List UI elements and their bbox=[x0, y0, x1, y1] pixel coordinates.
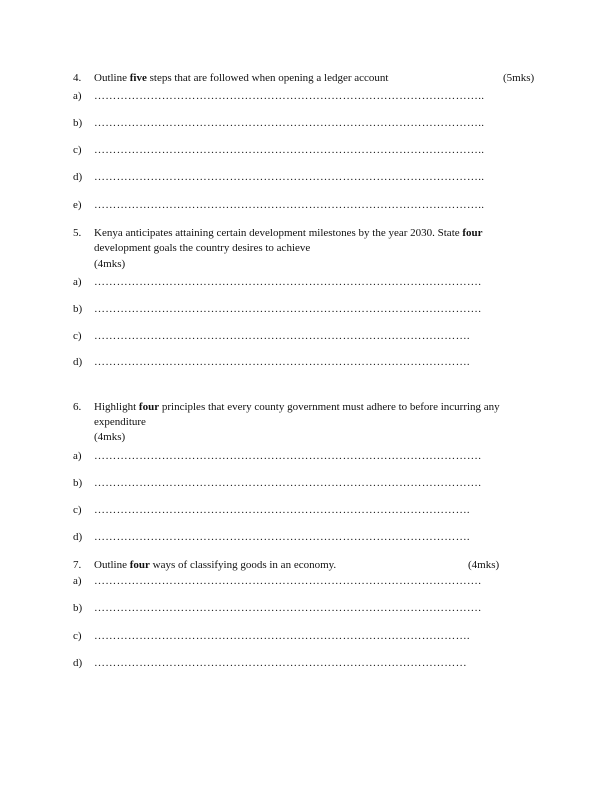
question-text: Outline four ways of classifying goods in an economy. bbox=[94, 559, 337, 571]
question-text-line2: expenditure bbox=[94, 416, 146, 428]
question-text: Highlight four principles that every county government must adhere to before incurring any bbox=[94, 401, 500, 413]
marks-label: (5mks) bbox=[503, 72, 535, 84]
question-text: Kenya anticipates attaining certain development milestones by the year 2030. State four bbox=[94, 227, 483, 239]
question-text-line2: development goals the country desires to achieve bbox=[94, 242, 311, 254]
question-number: 5. bbox=[73, 227, 82, 239]
marks-label: (4mks) bbox=[468, 559, 500, 571]
marks-label: (4mks) bbox=[94, 258, 126, 270]
marks-label: (4mks) bbox=[94, 431, 126, 443]
question-text: Outline five steps that are followed when opening a ledger account bbox=[94, 72, 389, 84]
question-number: 6. bbox=[73, 401, 82, 413]
question-number: 4. bbox=[73, 72, 82, 84]
question-number: 7. bbox=[73, 559, 82, 571]
